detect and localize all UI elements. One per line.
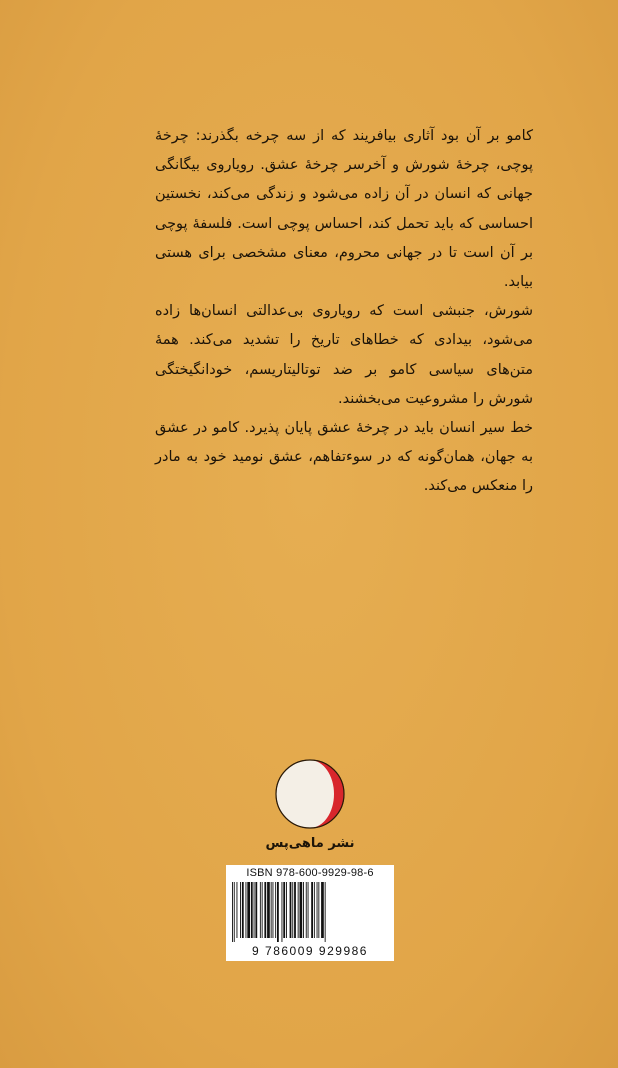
barcode-bar xyxy=(255,882,257,938)
publisher-name: نشر ماهی‌پس xyxy=(265,836,355,851)
barcode-bar xyxy=(260,882,261,938)
barcode-bar xyxy=(264,882,266,938)
barcode-bar xyxy=(242,882,244,938)
blurb-paragraph-2: شورش، جنبشی است که رویاروی بی‌عدالتی انسان‌ها زاده می‌شود، بیدادی که خطاهای تاریخ را تشدید می‌کند. همهٔ متن‌های سیاسی کامو بر ضد توتالیتاریسم، خودانگیختگی شورش را مشروعیت می‌بخشند. xyxy=(155,303,533,407)
barcode-bar xyxy=(254,882,255,938)
barcode-bar xyxy=(232,882,233,942)
barcode-bar xyxy=(311,882,313,938)
barcode-bar xyxy=(325,882,326,942)
barcode-bar xyxy=(240,882,241,938)
barcode-bar xyxy=(282,882,283,942)
isbn-number: ISBN 978-600-9929-98-6 xyxy=(246,867,374,879)
blurb-paragraph-1: کامو بر آن بود آثاری بیافریند که از سه چرخه بگذرند: چرخهٔ پوچی، چرخهٔ شورش و آخرسر چرخهٔ عشق. رویاروی بیگانگی جهانی که انسان در آن زاده می‌شود و زندگی می‌کند، نخستین احساسی که باید تحمل کند، احساس پوچی است. فلسفهٔ پوچی بر آن است تا در جهانی محروم، معنای مشخصی برای هستی بیابد. xyxy=(155,128,533,291)
barcode-bar xyxy=(317,882,318,938)
barcode-bar xyxy=(246,882,247,938)
barcode-bar xyxy=(314,882,315,938)
barcode-bar xyxy=(267,882,270,938)
barcode-bars xyxy=(232,882,388,942)
barcode-bar xyxy=(262,882,263,938)
barcode-bar xyxy=(294,882,296,938)
barcode-bar xyxy=(277,882,279,942)
isbn-barcode xyxy=(226,865,394,961)
barcode-bar xyxy=(290,882,292,938)
barcode-bar xyxy=(318,882,319,938)
barcode-bar xyxy=(306,882,307,938)
barcode-bar xyxy=(251,882,253,938)
crescent-moon-icon xyxy=(268,752,352,836)
barcode-bar xyxy=(283,882,285,938)
barcode-bar xyxy=(321,882,324,938)
blurb-paragraph-3: خط سیر انسان باید در چرخهٔ عشق پایان پذیرد. کامو در عشق به جهان، همان‌گونه که در سوءتفاهم، عشق نومید خود به مادر را منعکس می‌کند. xyxy=(155,420,533,495)
barcode-bar xyxy=(237,882,238,938)
barcode-bar xyxy=(286,882,287,938)
barcode-bar xyxy=(298,882,299,938)
barcode-bar xyxy=(292,882,293,938)
barcode-bar xyxy=(303,882,304,938)
barcode-bar xyxy=(300,882,303,938)
barcode-digits: 9 786009 929986 xyxy=(252,944,368,958)
barcode-bar xyxy=(271,882,272,938)
barcode-bar xyxy=(247,882,250,938)
barcode-bar xyxy=(273,882,274,938)
barcode-bar xyxy=(234,882,235,942)
blurb-text xyxy=(155,122,533,502)
barcode-bar xyxy=(275,882,276,938)
barcode-bar xyxy=(308,882,309,938)
